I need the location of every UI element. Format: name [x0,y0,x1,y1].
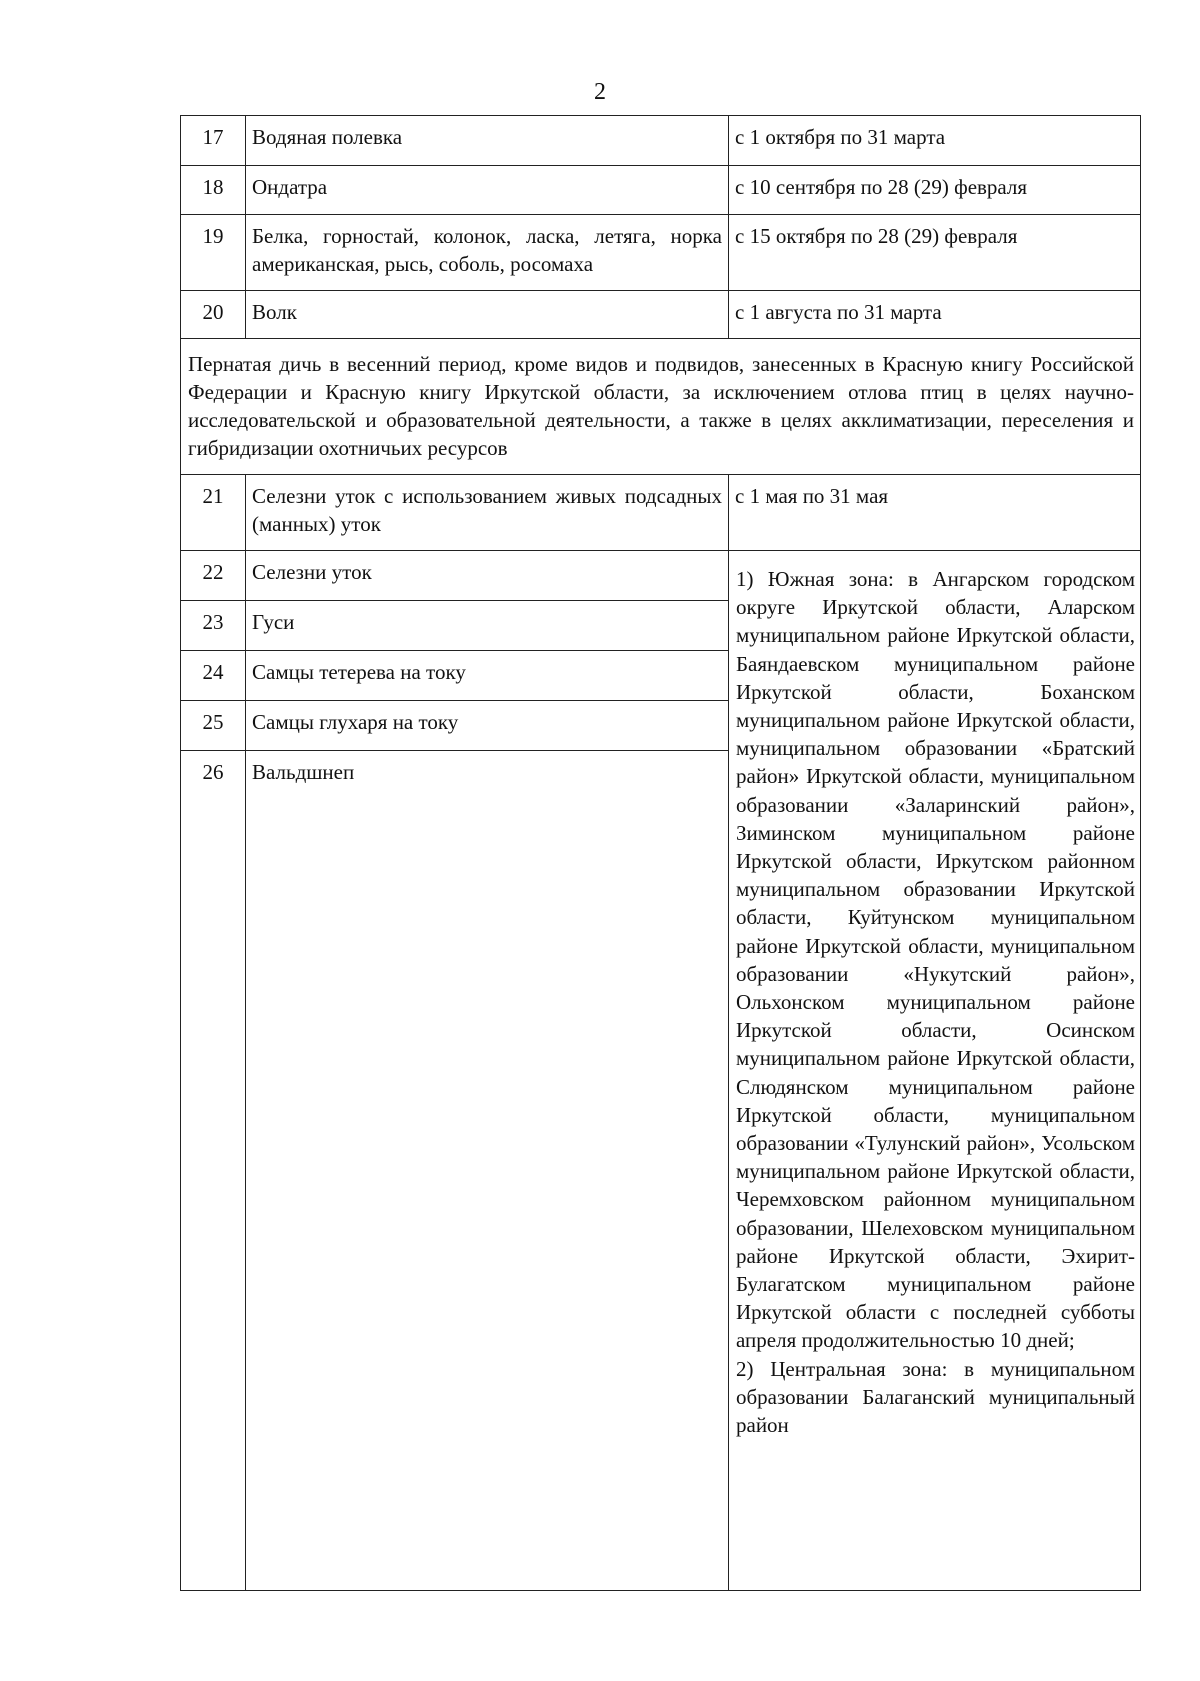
row-number: 26 [181,751,246,1591]
species-cell: Самцы тетерева на току [246,651,729,701]
row-number: 19 [181,215,246,291]
row-number: 25 [181,701,246,751]
table-row [181,116,1141,166]
species-cell: Волк [246,291,729,339]
species-cell: Вальдшнеп [246,751,729,1591]
period-cell: с 10 сентября по 28 (29) февраля [729,166,1141,215]
row-number: 21 [181,475,246,551]
period-cell: с 15 октября по 28 (29) февраля [729,215,1141,291]
hunting-seasons-table [180,115,1141,1591]
species-cell: Водяная полевка [246,116,729,166]
section-heading: Пернатая дичь в весенний период, кроме видов и подвидов, занесенных в Красную книгу Российской Федерации и Красную книгу Иркутской области, за исключением отлова птиц в целях научно-исследовательской и образовательной деятельности, а также в целях акклиматизации, переселения и гибридизации охотничьих ресурсов [181,339,1141,475]
zones-period-cell [729,551,1141,1591]
period-cell: с 1 октября по 31 марта [729,116,1141,166]
row-number: 20 [181,291,246,339]
zone-1-text: 1) Южная зона: в Ангарском городском округе Иркутской области, Аларском муниципальном районе Иркутской области, Баяндаевском муниципальном районе Иркутской области, Боханском муниципальном районе Иркутской области, муниципальном образовании «Братский район» Иркутской области, муниципальном образовании «Заларинский район», Зиминском муниципальном районе Иркутской области, Иркутском районном муниципальном образовании Иркутской области, Куйтунском муниципальном районе Иркутской области, муниципальном образовании «Нукутский район», Ольхонском муниципальном районе Иркутской области, Осинском муниципальном районе Иркутской области, Слюдянском муниципальном районе Иркутской области, муниципальном образовании «Тулунский район», Усольском муниципальном районе Иркутской области, Черемховском районном муниципальном образовании, Шелеховском муниципальном районе Иркутской области, Эхирит-Булагатском муниципальном районе Иркутской области с последней субботы апреля продолжительностью 10 дней; [736,567,1135,1353]
species-cell: Самцы глухаря на току [246,701,729,751]
species-cell: Селезни уток [246,551,729,601]
row-number: 23 [181,601,246,651]
table-row [181,291,1141,339]
table-row [181,166,1141,215]
row-number: 18 [181,166,246,215]
species-cell: Селезни уток с использованием живых подсадных (манных) уток [246,475,729,551]
row-number: 17 [181,116,246,166]
species-cell: Гуси [246,601,729,651]
table-row [181,215,1141,291]
period-cell: с 1 мая по 31 мая [729,475,1141,551]
row-number: 24 [181,651,246,701]
species-cell: Ондатра [246,166,729,215]
table-row [181,551,1141,601]
period-cell: с 1 августа по 31 марта [729,291,1141,339]
section-heading-row [181,339,1141,475]
row-number: 22 [181,551,246,601]
page-number: 2 [594,79,606,105]
zone-2-text: 2) Центральная зона: в муниципальном образовании Балаганский муниципальный район [736,1356,1135,1438]
table-row [181,475,1141,551]
species-cell: Белка, горностай, колонок, ласка, летяга, норка американская, рысь, соболь, росомаха [246,215,729,291]
